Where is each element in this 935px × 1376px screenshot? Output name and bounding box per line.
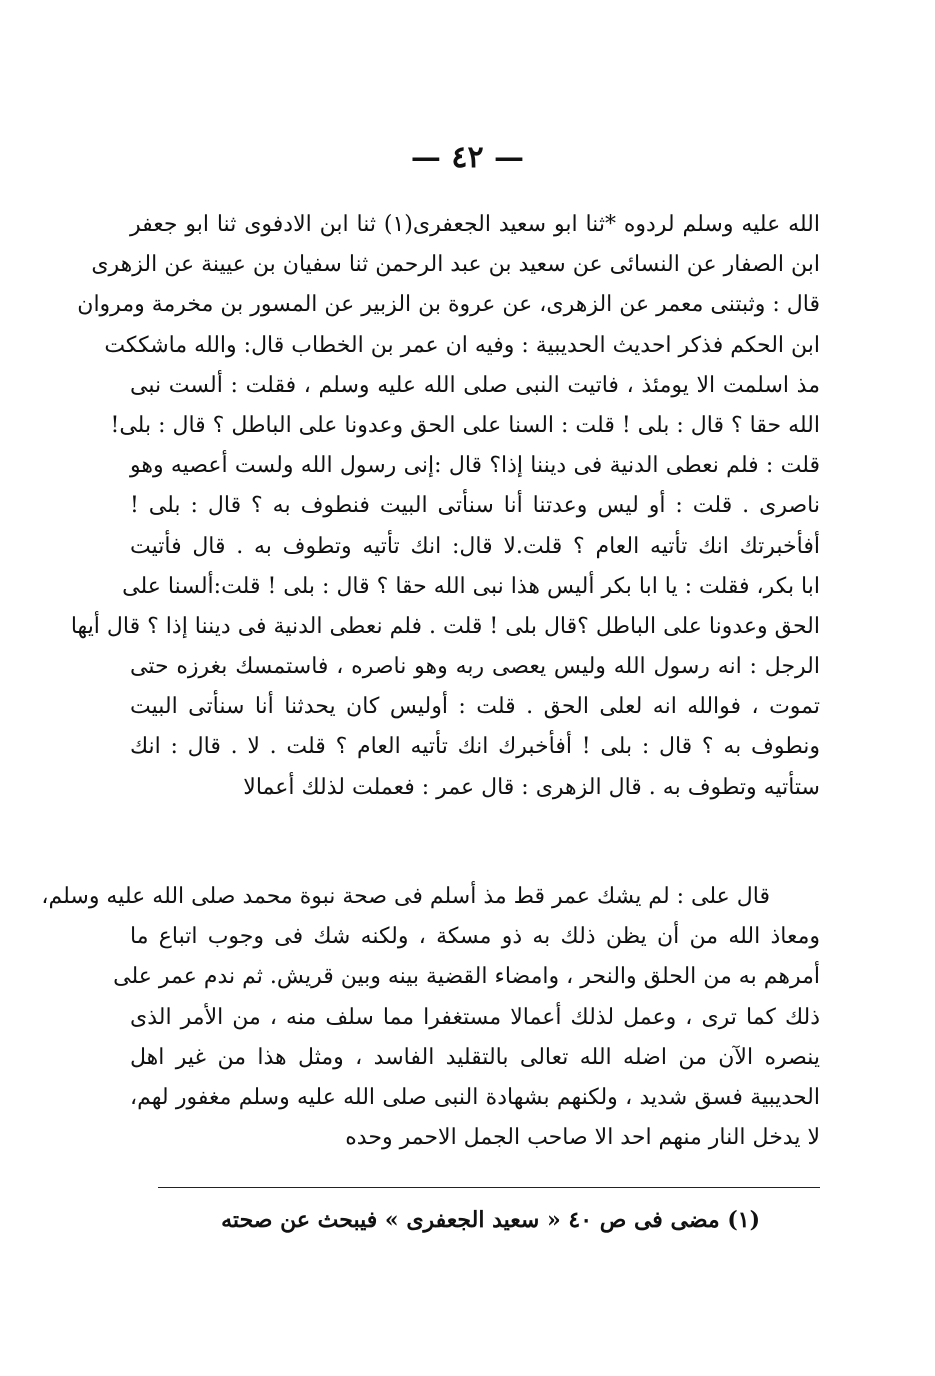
text-line: ابن الحكم فذكر احديث الحديبية : وفيه ان عمر بن الخطاب قال: والله ماشككت xyxy=(104,332,820,358)
commentary-line: أمرهم به من الحلق والنحر ، وامضاء القضية بينه وبين قريش. ثم ندم عمر على xyxy=(113,964,820,990)
text-line: ابا بكر، فقلت : يا ابا بكر أليس هذا نبى الله حقا ؟ قال : بلى ! قلت:ألسنا على xyxy=(122,573,820,599)
text-line: أفأخبرتك انك تأتيه العام ؟ قلت.لا قال: انك تأتيه وتطوف به . قال فأتيت xyxy=(130,533,820,559)
text-line: مذ اسلمت الا يومئذ ، فاتيت النبى صلى الله عليه وسلم ، فقلت : ألست نبى xyxy=(130,372,820,398)
text-line: الرجل : انه رسول الله وليس يعصى ربه وهو ناصره ، فاستمسك بغرزه حتى xyxy=(130,654,820,680)
text-line: قلت : فلم نعطى الدنية فى ديننا إذا؟ قال :إنى رسول الله ولست أعصيه وهو xyxy=(130,453,820,479)
page-number: — ٤٢ — xyxy=(410,140,525,175)
text-line: ستأتيه وتطوف به . قال الزهرى : قال عمر : فعملت لذلك أعمالا xyxy=(243,774,820,800)
commentary-line: ذلك كما ترى ، وعمل لذلك أعمالا مستغفرا مما سلف منه ، من الأمر الذى xyxy=(130,1004,820,1030)
text-line: الله عليه وسلم لردوه *ثنا ابو سعيد الجعفرى(١) ثنا ابن الادفوى ثنا ابو جعفر xyxy=(130,212,820,237)
commentary-line: قال على : لم يشك عمر قط مذ أسلم فى صحة نبوة محمد صلى الله عليه وسلم، xyxy=(41,884,770,909)
commentary-line: لا يدخل النار منهم احد الا صاحب الجمل الاحمر وحده xyxy=(345,1125,820,1151)
hadith-text-block xyxy=(70,205,820,808)
commentary-block xyxy=(41,877,820,1158)
text-line: ناصرى . قلت : أو ليس وعدتنا أنا سنأتى البيت فنطوف به ؟ قال : بلى ! xyxy=(130,493,820,519)
footnote-divider xyxy=(158,1187,820,1188)
text-line: الحق وعدونا على الباطل ؟قال بلى ! قلت . فلم نعطى الدنية فى ديننا إذا ؟ قال أيها xyxy=(70,613,820,639)
footnote: (١) مضى فى ص ٤٠ « سعيد الجعفرى » فيبحث عن صحته xyxy=(221,1207,760,1233)
commentary-line: الحديبية فسق شديد ، ولكنهم بشهادة النبى صلى الله عليه وسلم مغفور لهم، xyxy=(130,1084,820,1110)
text-line: ونطوف به ؟ قال : بلى ! أفأخبرك انك تأتيه العام ؟ قلت . لا . قال : انك xyxy=(130,734,820,760)
text-line: قال : وثبتنى معمر عن الزهرى، عن عروة بن الزبير عن المسور بن مخرمة ومروان xyxy=(77,292,820,318)
text-line: الله حقا ؟ قال : بلى ! قلت : السنا على الحق وعدونا على الباطل ؟ قال : بلى! xyxy=(110,412,820,438)
text-line: تموت ، فوالله انه لعلى الحق . قلت : أوليس كان يحدثنا أنا سنأتى البيت xyxy=(130,694,820,720)
text-line: ابن الصفار عن النسائى عن سعيد بن عبد الرحمن ثنا سفيان بن عيينة عن الزهرى xyxy=(91,252,820,278)
commentary-line: ومعاذ الله من أن يظن ذلك به ذو مسكة ، ولكنه شك فى وجوب اتباع ما xyxy=(130,924,820,950)
commentary-line: ينصره الآن من اضله الله تعالى بالتقليد الفاسد ، ومثل هذا من غير اهل xyxy=(130,1044,820,1070)
